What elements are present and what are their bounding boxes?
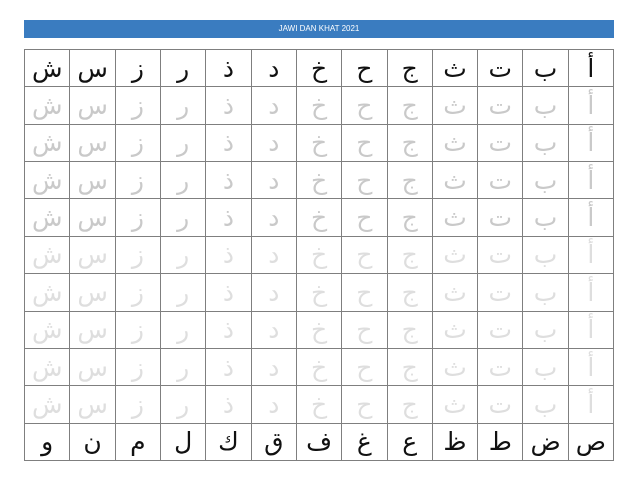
letter-cell: ر xyxy=(161,124,206,161)
letter-cell: خ xyxy=(296,87,341,124)
letter-cell: ق xyxy=(251,423,296,460)
letter-cell: ب xyxy=(523,50,568,87)
letter-cell: ج xyxy=(387,236,432,273)
letter-cell: ر xyxy=(161,236,206,273)
letter-cell: ك xyxy=(206,423,251,460)
letter-cell: ش xyxy=(25,348,70,385)
letter-cell: ز xyxy=(115,162,160,199)
letter-cell: ث xyxy=(432,199,477,236)
letter-cell: ث xyxy=(432,348,477,385)
letter-cell: خ xyxy=(296,274,341,311)
letter-cell: ر xyxy=(161,199,206,236)
letter-cell: ح xyxy=(342,50,387,87)
letter-cell: خ xyxy=(296,348,341,385)
letter-cell: ن xyxy=(70,423,115,460)
letter-cell: ش xyxy=(25,274,70,311)
letter-cell: ت xyxy=(478,236,523,273)
letter-cell: ش xyxy=(25,50,70,87)
letter-cell: ث xyxy=(432,124,477,161)
tracing-row xyxy=(25,386,614,423)
letter-cell: ع xyxy=(387,423,432,460)
letter-cell: ر xyxy=(161,274,206,311)
letter-cell: ح xyxy=(342,162,387,199)
letter-cell: ذ xyxy=(206,124,251,161)
letter-cell: خ xyxy=(296,50,341,87)
letter-cell: ث xyxy=(432,274,477,311)
letter-cell: س xyxy=(70,87,115,124)
letter-cell: ت xyxy=(478,348,523,385)
letter-cell: ت xyxy=(478,124,523,161)
letter-cell: ص xyxy=(568,423,613,460)
letter-cell: د xyxy=(251,199,296,236)
letter-cell: س xyxy=(70,162,115,199)
letter-cell: د xyxy=(251,162,296,199)
letter-cell: ز xyxy=(115,274,160,311)
letter-cell: س xyxy=(70,311,115,348)
letter-cell: ظ xyxy=(432,423,477,460)
letter-cell: س xyxy=(70,236,115,273)
letter-cell: خ xyxy=(296,199,341,236)
tracing-row xyxy=(25,124,614,161)
letter-cell: خ xyxy=(296,311,341,348)
letter-cell: ح xyxy=(342,199,387,236)
letter-cell: ب xyxy=(523,162,568,199)
letter-cell: م xyxy=(115,423,160,460)
letter-cell: ز xyxy=(115,386,160,423)
letter-cell: ذ xyxy=(206,50,251,87)
letter-cell: س xyxy=(70,348,115,385)
letter-cell: ز xyxy=(115,236,160,273)
letter-cell: ث xyxy=(432,87,477,124)
letter-cell: ت xyxy=(478,162,523,199)
letter-cell: ش xyxy=(25,236,70,273)
letter-cell: أ xyxy=(568,274,613,311)
letter-cell: ح xyxy=(342,348,387,385)
tracing-row xyxy=(25,199,614,236)
letter-cell: ب xyxy=(523,274,568,311)
letter-cell: د xyxy=(251,348,296,385)
letter-cell: ت xyxy=(478,50,523,87)
letter-cell: ب xyxy=(523,348,568,385)
letter-cell: ر xyxy=(161,348,206,385)
letter-cell: ث xyxy=(432,162,477,199)
letter-cell: ح xyxy=(342,386,387,423)
letter-cell: ج xyxy=(387,124,432,161)
letter-cell: ش xyxy=(25,87,70,124)
letter-cell: ش xyxy=(25,162,70,199)
letter-cell: ج xyxy=(387,162,432,199)
letter-cell: أ xyxy=(568,386,613,423)
letter-cell: أ xyxy=(568,87,613,124)
letter-cell: ش xyxy=(25,311,70,348)
letter-cell: س xyxy=(70,274,115,311)
letter-practice-grid xyxy=(24,49,614,461)
letter-cell: س xyxy=(70,386,115,423)
letter-cell: ج xyxy=(387,87,432,124)
letter-cell: أ xyxy=(568,162,613,199)
letter-cell: ب xyxy=(523,236,568,273)
letter-cell: أ xyxy=(568,348,613,385)
letter-cell: ب xyxy=(523,311,568,348)
letter-cell: ت xyxy=(478,311,523,348)
letter-cell: ث xyxy=(432,50,477,87)
letter-cell: أ xyxy=(568,199,613,236)
letter-cell: د xyxy=(251,124,296,161)
letter-cell: ح xyxy=(342,274,387,311)
letter-cell: ت xyxy=(478,386,523,423)
letter-cell: ج xyxy=(387,386,432,423)
letter-cell: د xyxy=(251,236,296,273)
letter-cell: ر xyxy=(161,386,206,423)
letter-cell: ح xyxy=(342,124,387,161)
letter-cell: ز xyxy=(115,87,160,124)
letter-cell: ث xyxy=(432,386,477,423)
letter-cell: ت xyxy=(478,274,523,311)
letter-cell: ذ xyxy=(206,311,251,348)
letter-cell: ز xyxy=(115,311,160,348)
letter-cell: ج xyxy=(387,311,432,348)
letter-cell: ج xyxy=(387,274,432,311)
letter-cell: ر xyxy=(161,87,206,124)
letter-cell: غ xyxy=(342,423,387,460)
tracing-row xyxy=(25,87,614,124)
letter-cell: خ xyxy=(296,124,341,161)
letter-cell: ز xyxy=(115,124,160,161)
letter-cell: خ xyxy=(296,236,341,273)
letter-cell: د xyxy=(251,87,296,124)
letter-cell: ب xyxy=(523,124,568,161)
letter-cell: د xyxy=(251,274,296,311)
tracing-row xyxy=(25,236,614,273)
letter-cell: ر xyxy=(161,162,206,199)
letter-cell: ت xyxy=(478,199,523,236)
letters-row-bottom xyxy=(25,423,614,460)
letter-cell: ذ xyxy=(206,199,251,236)
letter-cell: ج xyxy=(387,50,432,87)
letter-cell: ذ xyxy=(206,87,251,124)
letter-cell: أ xyxy=(568,311,613,348)
letter-cell: س xyxy=(70,50,115,87)
letter-cell: ز xyxy=(115,50,160,87)
letter-cell: ج xyxy=(387,348,432,385)
tracing-row xyxy=(25,162,614,199)
letter-cell: د xyxy=(251,386,296,423)
letter-cell: ر xyxy=(161,50,206,87)
letter-cell: ل xyxy=(161,423,206,460)
letter-cell: د xyxy=(251,311,296,348)
letter-cell: و xyxy=(25,423,70,460)
letter-cell: ض xyxy=(523,423,568,460)
letter-cell: خ xyxy=(296,162,341,199)
letter-cell: ش xyxy=(25,199,70,236)
letter-cell: ذ xyxy=(206,274,251,311)
letter-cell: ر xyxy=(161,311,206,348)
letter-cell: ب xyxy=(523,87,568,124)
letter-cell: ح xyxy=(342,236,387,273)
letter-cell: د xyxy=(251,50,296,87)
letter-cell: س xyxy=(70,199,115,236)
letter-cell: ب xyxy=(523,199,568,236)
letter-cell: ف xyxy=(296,423,341,460)
letter-cell: ش xyxy=(25,124,70,161)
letter-cell: ذ xyxy=(206,386,251,423)
letter-cell: أ xyxy=(568,50,613,87)
letter-cell: أ xyxy=(568,236,613,273)
letter-cell: ح xyxy=(342,311,387,348)
letters-row xyxy=(25,50,614,87)
tracing-row xyxy=(25,348,614,385)
letter-cell: ذ xyxy=(206,348,251,385)
tracing-row xyxy=(25,311,614,348)
tracing-row xyxy=(25,274,614,311)
letter-cell: ب xyxy=(523,386,568,423)
letter-cell: أ xyxy=(568,124,613,161)
letter-cell: ش xyxy=(25,386,70,423)
letter-cell: ز xyxy=(115,199,160,236)
letter-cell: س xyxy=(70,124,115,161)
letter-cell: ز xyxy=(115,348,160,385)
letter-cell: ت xyxy=(478,87,523,124)
worksheet-title-banner: JAWI DAN KHAT 2021 xyxy=(24,20,614,38)
letter-cell: ذ xyxy=(206,236,251,273)
letter-cell: خ xyxy=(296,386,341,423)
letter-cell: ج xyxy=(387,199,432,236)
letter-cell: ذ xyxy=(206,162,251,199)
letter-cell: ث xyxy=(432,311,477,348)
letter-cell: ح xyxy=(342,87,387,124)
letter-cell: ث xyxy=(432,236,477,273)
letter-cell: ط xyxy=(478,423,523,460)
